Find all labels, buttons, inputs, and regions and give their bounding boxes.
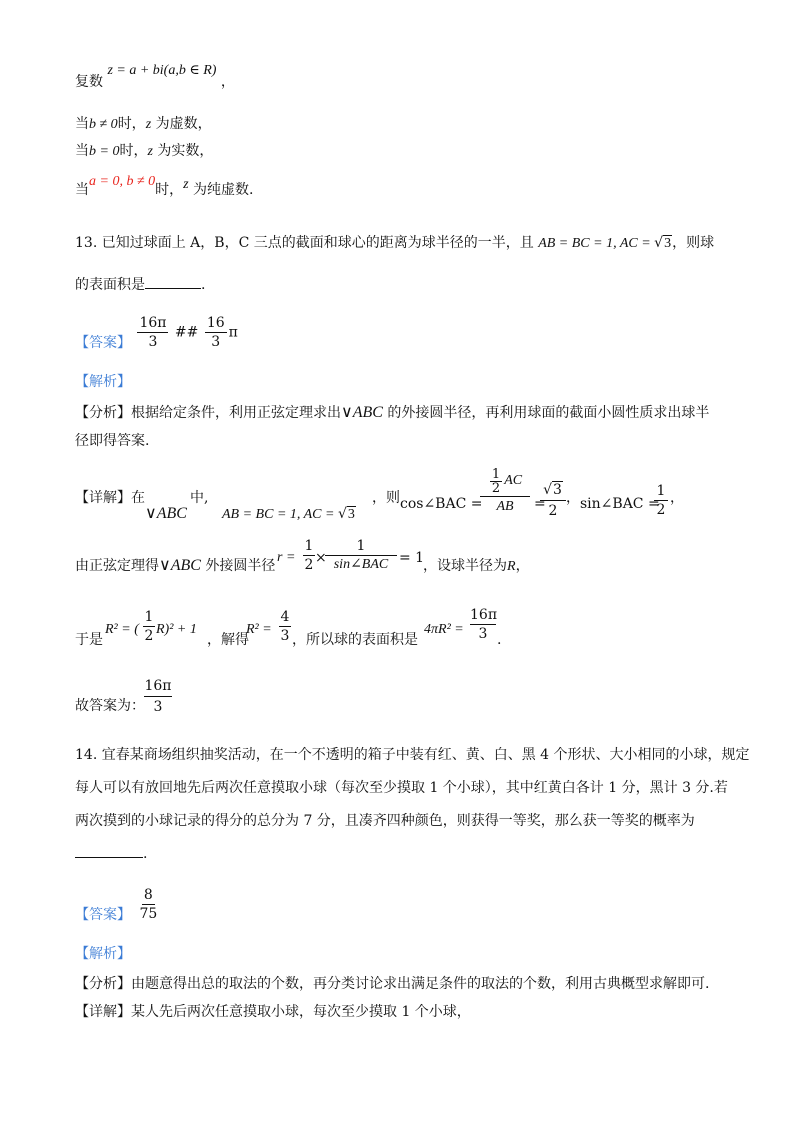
then-text: ，则: [372, 490, 400, 506]
numerator: 16π: [470, 607, 498, 623]
R2-lhs: R² =: [246, 622, 272, 637]
answer-blank: [145, 288, 201, 289]
q13-answer: [75, 314, 238, 354]
radicand: 3: [553, 482, 562, 498]
case-pre: 当: [75, 182, 89, 198]
ac-label: AC: [504, 473, 523, 488]
numerator: 1: [325, 537, 397, 556]
sine-law-line: [75, 556, 275, 576]
define-text: ，设球半径为: [423, 558, 507, 574]
case-mid: 时，: [119, 143, 148, 159]
numerator: 1: [304, 538, 314, 554]
q13-line2: [75, 275, 205, 295]
denominator: 75: [139, 906, 158, 922]
triangle-abc: ∨ABC: [145, 505, 187, 522]
punct: ，: [566, 490, 580, 506]
radicand: 3: [347, 507, 355, 522]
case-condition-red: a = 0, b ≠ 0: [89, 174, 156, 189]
q14-answer: [75, 886, 161, 926]
triangle-abc: ∨ABC: [159, 557, 201, 574]
condition: AB = BC = 1, AC =: [222, 507, 338, 522]
surface-fraction: [470, 606, 496, 643]
label-text: 复数: [75, 74, 103, 90]
r-equals: = 1: [399, 550, 425, 566]
q13-text: 13. 已知过球面上 A，B，C 三点的截面和球心的距离为球半径的一半，且: [75, 235, 534, 251]
q14-line1: 14. 宜春某商场组织抽奖活动，在一个不透明的箱子中装有红、黄、白、黑 4 个形状、大小相同的小球，规定: [75, 747, 750, 763]
q13-text-end: ，则球: [672, 235, 715, 251]
q13-fenxi: [75, 403, 709, 423]
sqrt-3: √3: [337, 506, 355, 522]
punct: ，: [670, 490, 684, 506]
final-answer-fraction: [144, 676, 172, 717]
var-z: z: [145, 117, 152, 132]
analysis-tag: 【解析】: [75, 946, 131, 962]
sine-law-mid: 外接圆半径: [200, 558, 276, 574]
numerator: 1: [144, 609, 154, 625]
times: ×: [315, 550, 327, 566]
denominator: 3: [478, 626, 488, 642]
thus-text: 于是: [75, 632, 103, 648]
punct: ，: [515, 558, 530, 574]
surface-lhs: 4πR² =: [424, 622, 464, 637]
answer-tag: 【答案】: [75, 906, 131, 923]
case-condition: b = 0: [89, 144, 120, 159]
half-fraction: [143, 608, 155, 645]
in-text: 中,: [190, 490, 209, 506]
numerator: 1: [491, 466, 501, 482]
fenxi-text: 【分析】根据给定条件，利用正弦定理求出: [75, 405, 341, 421]
complex-formula: z = a + bi(a,b ∈ R): [107, 63, 217, 78]
case-pure-imaginary: [75, 174, 254, 201]
pi-symbol: π: [228, 324, 238, 341]
var-z: z: [183, 177, 189, 192]
numerator: 16: [206, 315, 225, 331]
q13-condition: AB = BC = 1, AC =: [538, 236, 655, 251]
var-z: z: [147, 144, 153, 159]
separator: ##: [174, 324, 199, 341]
punct: .: [497, 632, 502, 648]
therefore-text: ，所以球的表面积是: [292, 632, 418, 648]
numerator: 8: [143, 887, 153, 903]
q14-line3: 两次摸到的小球记录的得分的总分为 7 分，且凑齐四种颜色，则获得一等奖，那么获一等奖的概率为: [75, 813, 695, 829]
denominator: 3: [211, 334, 221, 350]
case-imaginary: [75, 114, 212, 135]
triangle-abc: ∨ABC: [341, 404, 383, 421]
complex-intro: [75, 63, 235, 93]
ab-label: AB: [480, 496, 530, 517]
equals: =: [534, 496, 546, 512]
answer-fraction: [137, 314, 168, 351]
case-post: 为虚数，: [151, 116, 212, 132]
punct: .: [143, 846, 148, 862]
half-fraction: [303, 537, 315, 574]
final-answer-label: 故答案为：: [75, 698, 145, 714]
inverse-sin-fraction: [325, 537, 397, 574]
eq-rhs: R)² + 1: [156, 622, 197, 637]
case-mid: 时，: [117, 116, 146, 132]
denominator: sin∠BAC: [333, 557, 389, 572]
answer-blank: [75, 857, 143, 858]
case-condition: b ≠ 0: [89, 117, 118, 132]
denominator: 3: [148, 334, 158, 350]
case-real: [75, 141, 213, 162]
denominator: 2: [548, 503, 558, 519]
case-post: 为纯虚数.: [188, 182, 254, 198]
q14-fenxi: 【分析】由题意得出总的取法的个数，再分类讨论求出满足条件的取法的个数，利用古典概型求解即可.: [75, 976, 710, 992]
answer-fraction: [137, 886, 159, 923]
analysis-tag: 【解析】: [75, 374, 131, 390]
punct: .: [201, 277, 206, 293]
cos-fraction: [480, 466, 530, 517]
sine-law-pre: 由正弦定理得: [75, 558, 159, 574]
q14-line2: 每人可以有放回地先后两次任意摸取小球（每次至少摸取 1 个小球），其中红黄白各计 1 分，黑计 3 分.若: [75, 780, 728, 796]
fenxi-line2: 径即得答案.: [75, 433, 150, 449]
numerator: 4: [280, 609, 290, 625]
case-mid: 时，: [155, 182, 184, 198]
numerator: 16π: [144, 676, 172, 697]
cos-lhs: cos∠BAC =: [400, 496, 483, 512]
denominator: 3: [280, 628, 290, 644]
answer-tag: 【答案】: [75, 334, 131, 351]
eq-lhs: R² = (: [105, 622, 139, 637]
denominator: 3: [153, 699, 163, 715]
denominator: 2: [144, 628, 154, 644]
sin-fraction: [654, 482, 668, 519]
sphere-radius-def: [423, 556, 530, 577]
case-post: 为实数，: [152, 143, 214, 159]
fenxi-text-b: 的外接圆半径，再利用球面的截面小圆性质求出球半: [382, 405, 710, 421]
radicand: 3: [664, 236, 672, 251]
numerator: 1: [654, 482, 668, 501]
q13-text: 的表面积是: [75, 277, 145, 293]
denominator: 2: [656, 502, 666, 518]
punct: ，: [220, 74, 235, 90]
q14-detail: 【详解】某人先后两次任意摸取小球，每次至少摸取 1 个小球，: [75, 1004, 471, 1020]
var-R: R: [507, 559, 516, 574]
sqrt-3: √3: [543, 482, 562, 498]
numerator: 16π: [139, 315, 167, 331]
detail-tag: 【详解】在: [75, 490, 145, 506]
case-pre: 当: [75, 116, 89, 132]
denominator: 2: [304, 557, 314, 573]
four-thirds: [279, 608, 291, 645]
q14-line4: [75, 844, 147, 864]
sin-lhs: sin∠BAC =: [580, 496, 660, 512]
answer-fraction-2: [205, 314, 227, 351]
case-pre: 当: [75, 143, 89, 159]
half-fraction: [490, 468, 502, 495]
q13-line1: [75, 233, 714, 254]
sqrt3-over-2: [540, 480, 566, 521]
denominator: 2: [491, 480, 501, 496]
detail-condition: [222, 504, 356, 525]
r-lhs: r =: [277, 550, 296, 565]
solve-text: ，解得: [207, 632, 249, 648]
sqrt-3: √3: [654, 235, 672, 251]
